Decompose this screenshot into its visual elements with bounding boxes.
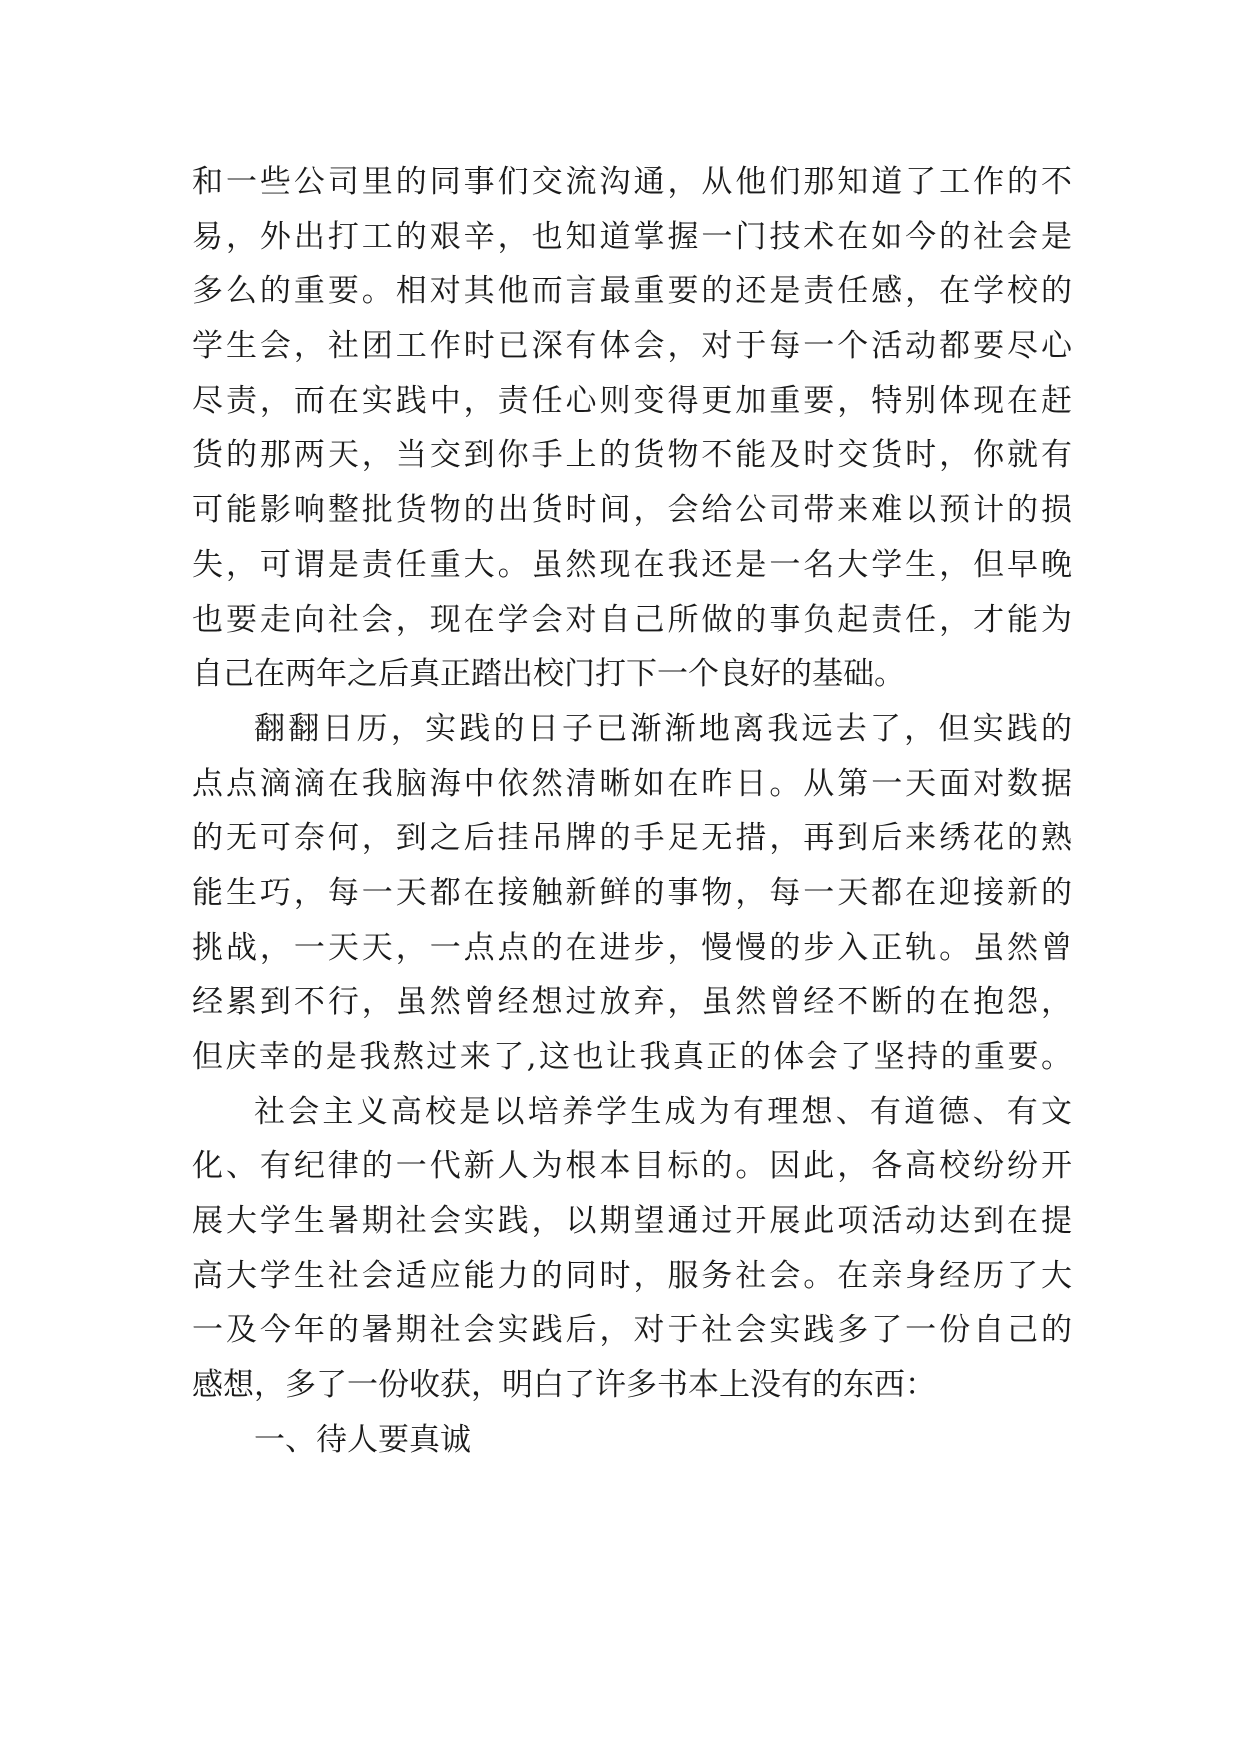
text-line: 一及今年的暑期社会实践后，对于社会实践多了一份自己的 [192, 1312, 1072, 1349]
text-line: 多么的重要。相对其他而言最重要的还是责任感，在学校的 [192, 273, 1072, 310]
text-line: 自己在两年之后真正踏出校门打下一个良好的基础。 [192, 656, 905, 693]
text-line: 失，可谓是责任重大。虽然现在我还是一名大学生，但早晚 [192, 546, 1072, 583]
text-line: 点点滴滴在我脑海中依然清晰如在昨日。从第一天面对数据 [192, 765, 1072, 802]
paragraph-start-line: 社会主义高校是以培养学生成为有理想、有道德、有文 [254, 1093, 1072, 1130]
text-line: 也要走向社会，现在学会对自己所做的事负起责任，才能为 [192, 601, 1072, 638]
text-line: 可能影响整批货物的出货时间，会给公司带来难以预计的损 [192, 492, 1072, 529]
text-line: 的无可奈何，到之后挂吊牌的手足无措，再到后来绣花的熟 [192, 820, 1072, 857]
text-line: 经累到不行，虽然曾经想过放弃，虽然曾经不断的在抱怨， [192, 984, 1072, 1021]
body-text [192, 155, 1072, 1468]
text-line: 高大学生社会适应能力的同时，服务社会。在亲身经历了大 [192, 1257, 1072, 1294]
text-line: 能生巧，每一天都在接触新鲜的事物，每一天都在迎接新的 [192, 874, 1072, 911]
text-line: 学生会，社团工作时已深有体会，对于每一个活动都要尽心 [192, 328, 1072, 365]
section-heading: 一、待人要真诚 [254, 1421, 471, 1458]
text-line: 感想，多了一份收获，明白了许多书本上没有的东西： [192, 1367, 936, 1404]
text-line: 挑战，一天天，一点点的在进步，慢慢的步入正轨。虽然曾 [192, 929, 1072, 966]
text-line: 货的那两天，当交到你手上的货物不能及时交货时，你就有 [192, 437, 1072, 474]
text-line: 尽责，而在实践中，责任心则变得更加重要，特别体现在赶 [192, 382, 1072, 419]
paragraph-start-line: 翻翻日历，实践的日子已渐渐地离我远去了，但实践的 [254, 710, 1072, 747]
text-line: 化、有纪律的一代新人为根本目标的。因此，各高校纷纷开 [192, 1148, 1072, 1185]
text-line: 易，外出打工的艰辛，也知道掌握一门技术在如今的社会是 [192, 218, 1072, 255]
text-line: 但庆幸的是我熬过来了,这也让我真正的体会了坚持的重要。 [192, 1039, 1072, 1075]
text-line: 和一些公司里的同事们交流沟通，从他们那知道了工作的不 [192, 164, 1072, 200]
text-line: 展大学生暑期社会实践，以期望通过开展此项活动达到在提 [192, 1203, 1072, 1240]
